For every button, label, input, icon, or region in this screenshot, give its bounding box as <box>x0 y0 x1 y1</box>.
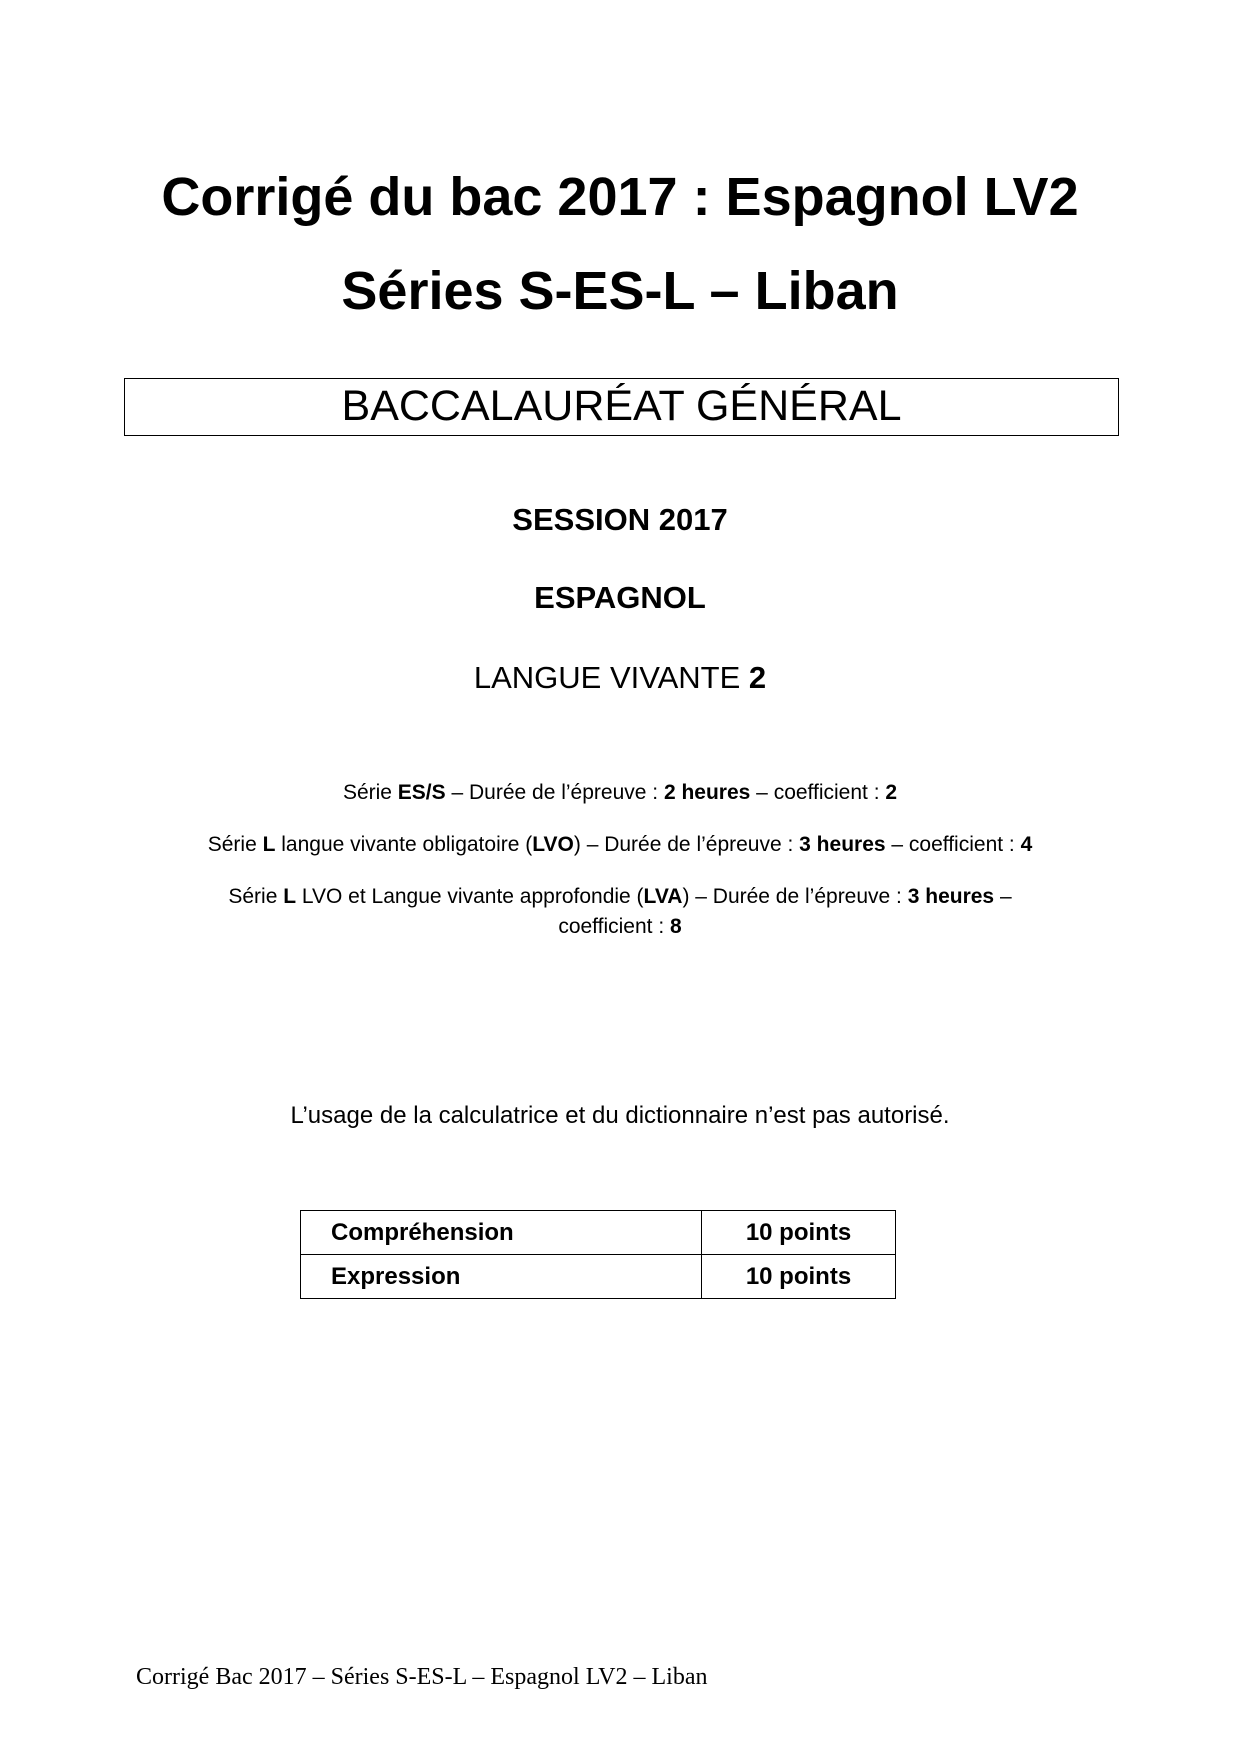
series-info-text: LVO et Langue vivante approfondie ( <box>296 885 644 908</box>
series-info-l-lvo <box>0 830 1240 860</box>
series-info-bold: 2 <box>885 781 898 804</box>
score-table <box>300 1210 896 1299</box>
series-info-bold: L <box>262 833 276 856</box>
series-info-es-s <box>0 778 1240 808</box>
language-level-text: LANGUE VIVANTE <box>473 660 749 695</box>
series-info-text: Série <box>228 885 284 908</box>
series-info-bold: 3 heures <box>799 833 886 856</box>
subject-heading: ESPAGNOL <box>534 580 706 615</box>
series-info-bold: 3 heures <box>907 885 995 908</box>
series-info-l-lva <box>70 882 1170 942</box>
series-info-text: – <box>994 885 1012 908</box>
page-footer: Corrigé Bac 2017 – Séries S-ES-L – Espagnol LV2 – Liban <box>136 1664 708 1690</box>
series-info-text: coefficient : <box>558 915 670 938</box>
series-info-bold: 8 <box>670 915 682 938</box>
series-info-text: ) – Durée de l’épreuve : <box>573 833 800 856</box>
table-row <box>301 1211 896 1255</box>
exam-name: BACCALAURÉAT GÉNÉRAL <box>341 382 902 430</box>
score-value: 10 points <box>702 1211 896 1255</box>
series-info-text: – Durée de l’épreuve : <box>445 781 664 804</box>
series-info-bold: LVA <box>643 885 683 908</box>
exam-name-box <box>124 378 1119 436</box>
series-info-text: – coefficient : <box>750 781 886 804</box>
series-info-text: Série <box>342 781 398 804</box>
score-label: Compréhension <box>301 1211 702 1255</box>
series-info-bold: ES/S <box>397 781 446 804</box>
session-heading: SESSION 2017 <box>512 502 728 537</box>
table-row <box>301 1255 896 1299</box>
title-line-1: Corrigé du bac 2017 : Espagnol LV2 <box>161 167 1079 227</box>
series-info-bold: LVO <box>532 833 574 856</box>
series-info-bold: 4 <box>1020 833 1033 856</box>
series-info-text: Série <box>207 833 263 856</box>
document-title <box>0 150 1240 338</box>
series-info-bold: 2 heures <box>663 781 751 804</box>
title-line-2: Séries S-ES-L – Liban <box>341 261 899 321</box>
calculator-dictionary-notice: L’usage de la calculatrice et du dictionnaire n’est pas autorisé. <box>290 1102 950 1129</box>
score-label: Expression <box>301 1255 702 1299</box>
series-info-text: ) – Durée de l’épreuve : <box>682 885 908 908</box>
series-info-text: langue vivante obligatoire ( <box>275 833 533 856</box>
series-info-bold: L <box>283 885 297 908</box>
language-level-number: 2 <box>748 660 767 695</box>
language-level-heading <box>0 658 1240 698</box>
series-info-text: – coefficient : <box>885 833 1021 856</box>
score-value: 10 points <box>702 1255 896 1299</box>
